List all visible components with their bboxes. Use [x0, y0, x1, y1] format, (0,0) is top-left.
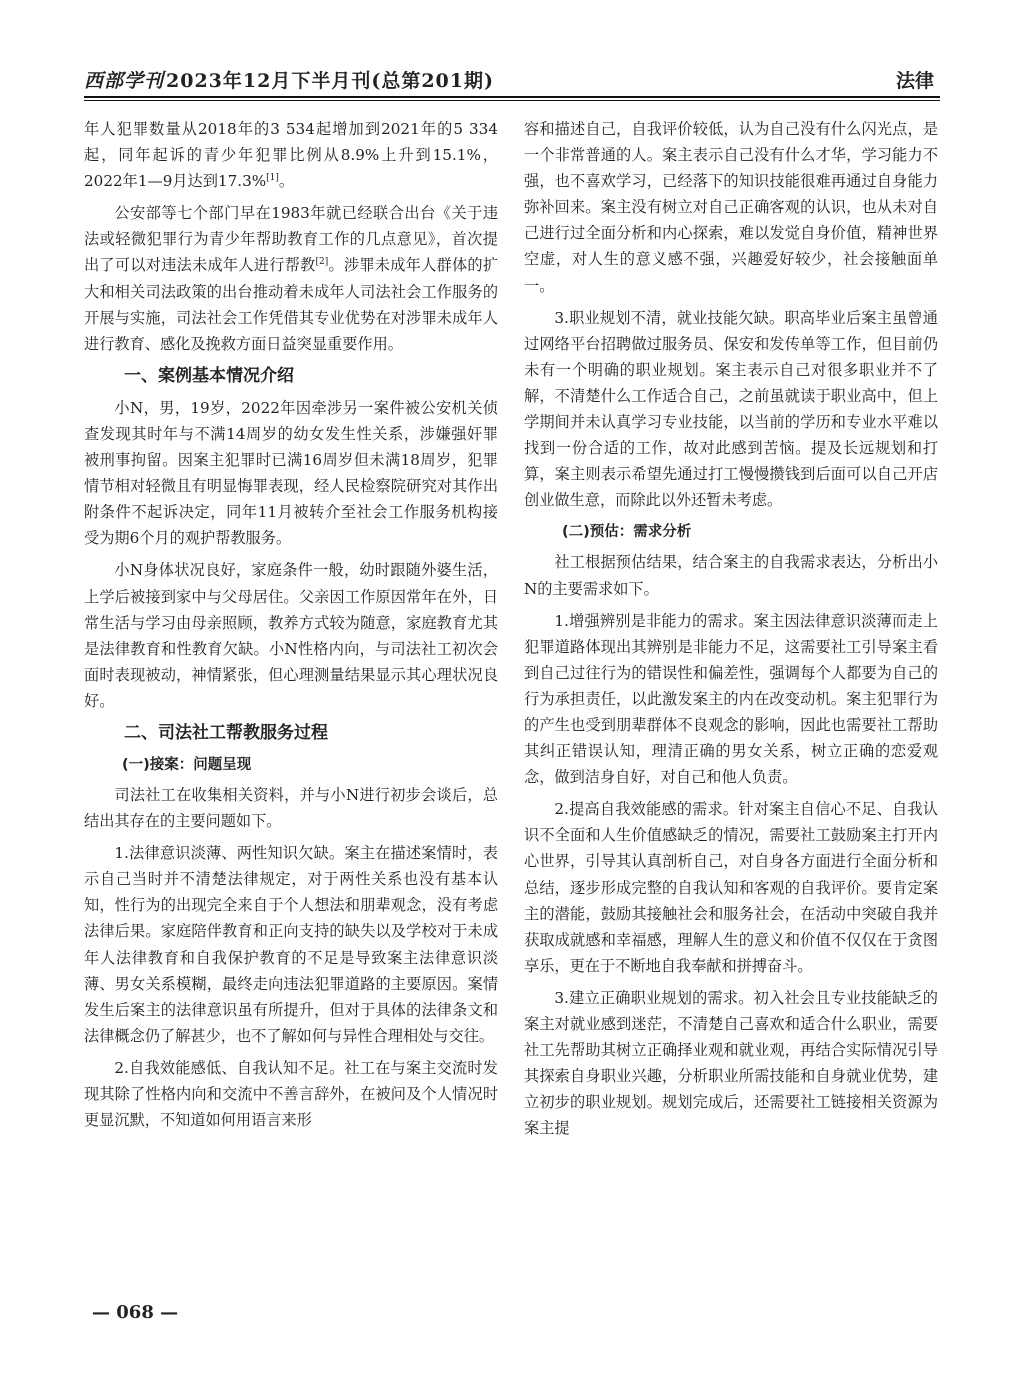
section-name: 法律	[895, 70, 934, 92]
paragraph-text: 3.建立正确职业规划的需求。初入社会且专业技能缺乏的案主对就业感到迷茫，不清楚自己喜欢和适合什么职业，需要社工先帮助其树立正确择业观和就业观，再结合实际情况引导其探索自身职业兴趣，分析职业所需技能和自身就业优势，建立初步的职业规划。规划完成后，还需要社工链接相关资源为案主提	[524, 988, 938, 1138]
page-header	[84, 58, 940, 102]
paragraph-text: 。涉罪未成年人群体的扩大和相关司法政策的出台推动着未成年人司法社会工作服务的开展与实施，司法社会工作凭借其专业优势在对涉罪未成年人进行教育、感化及挽救方面日益突显重要作用。	[84, 256, 499, 353]
paragraph	[84, 782, 498, 834]
paragraph-text: 。	[278, 172, 295, 191]
citation-ref: [1]	[266, 173, 279, 184]
paragraph	[84, 1055, 498, 1133]
paragraph	[84, 840, 498, 1049]
paragraph-text: 1.增强辨别是非能力的需求。案主因法律意识淡薄而走上犯罪道路体现出其辨别是非能力不足，这需要社工引导案主看到自己过往行为的错误性和偏差性，强调每个人都要为自己的行为承担责任，以此激发案主的内在改变动机。案主犯罪行为的产生也受到朋辈群体不良观念的影响，因此也需要社工帮助其纠正错误认知，理清正确的男女关系，树立正确的恋爱观念，做到洁身自好，对自己和他人负责。	[524, 611, 938, 787]
paragraph-text: 1.法律意识淡薄、两性知识欠缺。案主在描述案情时，表示自己当时并不清楚法律规定，对于两性关系也没有基本认知，性行为的出现完全来自于个人想法和朋辈观念，没有考虑法律后果。家庭陪伴教育和正向支持的缺失以及学校对于未成年人法律教育和自我保护教育的不足是导致案主法律意识淡薄、男女关系模糊，最终走向违法犯罪道路的主要原因。案情发生后案主的法律意识虽有所提升，但对于具体的法律条文和法律概念仍了解甚少，也不了解如何与异性合理相处与交往。	[84, 844, 498, 1045]
journal-title	[84, 66, 494, 93]
section-heading: 一、案例基本情况介绍	[124, 365, 294, 386]
paragraph	[524, 796, 938, 979]
paragraph	[84, 116, 498, 194]
paragraph	[524, 985, 938, 1142]
issue-info: 2023年12月下半月刊(总第201期)	[166, 70, 494, 92]
citation-ref: [2]	[315, 257, 329, 268]
paragraph	[524, 305, 938, 514]
subsection-heading: (一)接案：问题呈现	[122, 756, 252, 773]
paragraph	[84, 395, 498, 552]
paragraph-text: 小N，男，19岁，2022年因牵涉另一案件被公安机关侦查发现其时年与不满14周岁的幼女发生性关系，涉嫌强奸罪被刑事拘留。因案主犯罪时已满16周岁但未满18周岁，犯罪情节相对轻微且有明显悔罪表现，经人民检察院研究对其作出附条件不起诉决定，同年11月被转介至社会工作服务机构接受为期6个月的观护帮教服务。	[84, 398, 498, 548]
paragraph-text: 司法社工在收集相关资料，并与小N进行初步会谈后，总结出其存在的主要问题如下。	[84, 785, 498, 831]
paragraph-text: 2.自我效能感低、自我认知不足。社工在与案主交流时发现其除了性格内向和交流中不善言辞外，在被问及个人情况时更显沉默，不知道如何用语言来形	[84, 1058, 498, 1130]
header-rule-thick	[84, 96, 940, 98]
page-number: — 068 —	[92, 1302, 179, 1323]
section-heading: 二、司法社工帮教服务过程	[124, 722, 328, 743]
left-column	[84, 116, 498, 1139]
paragraph	[524, 549, 938, 601]
paragraph-text: 年人犯罪数量从2018年的3 534起增加到2021年的5 334起，同年起诉的青少年犯罪比例从8.9%上升到15.1%，2022年1—9月达到17.3%	[84, 120, 498, 191]
paragraph	[84, 200, 498, 357]
paragraph	[84, 557, 498, 714]
header-rule-thin	[84, 100, 940, 101]
journal-logo: 西部学刊	[84, 70, 165, 92]
paragraph-text: 2.提高自我效能感的需求。针对案主自信心不足、自我认识不全面和人生价值感缺乏的情况，需要社工鼓励案主打开内心世界，引导其认真剖析自己，对自身各方面进行全面分析和总结，逐步形成完整的自我认知和客观的自我评价。要肯定案主的潜能，鼓励其接触社会和服务社会，在活动中突破自我并获取成就感和幸福感，理解人生的意义和价值不仅仅在于贪图享乐，更在于不断地自我奉献和拼搏奋斗。	[524, 800, 938, 975]
paragraph-text: 小N身体状况良好，家庭条件一般，幼时跟随外婆生活，上学后被接到家中与父母居住。父亲因工作原因常年在外，日常生活与学习由母亲照顾，教养方式较为随意，家庭教育尤其是法律教育和性教育欠缺。小N性格内向，与司法社工初次会面时表现被动，神情紧张，但心理测量结果显示其心理状况良好。	[84, 561, 498, 710]
paragraph-text: 容和描述自己，自我评价较低，认为自己没有什么闪光点，是一个非常普通的人。案主表示自己没有什么才华，学习能力不强，也不喜欢学习，已经落下的知识技能很难再通过自身能力弥补回来。案主没有树立对自己正确客观的认识，也从未对自己进行过全面分析和内心探索，难以发觉自身价值，精神世界空虚，对人生的意义感不强，兴趣爱好较少，社会接触面单一。	[524, 120, 938, 295]
right-column	[524, 116, 938, 1147]
paragraph-text: 3.职业规划不清，就业技能欠缺。职高毕业后案主虽曾通过网络平台招聘做过服务员、保安和发传单等工作，但目前仍未有一个明确的职业规划。案主表示自己对很多职业并不了解，不清楚什么工作适合自己，之前虽就读于职业高中，但上学期间并未认真学习专业技能，以当前的学历和专业水平难以找到一份合适的工作，故对此感到苦恼。提及长远规划和打算，案主则表示希望先通过打工慢慢攒钱到后面可以自己开店创业做生意，而除此以外还暂未考虑。	[524, 308, 938, 510]
subsection-heading: (二)预估：需求分析	[562, 524, 692, 541]
paragraph	[524, 608, 938, 791]
paragraph	[524, 116, 938, 299]
paragraph-text: 公安部等七个部门早在1983年就已经联合出台《关于违法或轻微犯罪行为青少年帮助教育工作的几点意见》，首次提出了可以对违法未成年人进行帮教	[84, 204, 498, 275]
paragraph-text: 社工根据预估结果，结合案主的自我需求表达，分析出小N的主要需求如下。	[524, 553, 938, 598]
